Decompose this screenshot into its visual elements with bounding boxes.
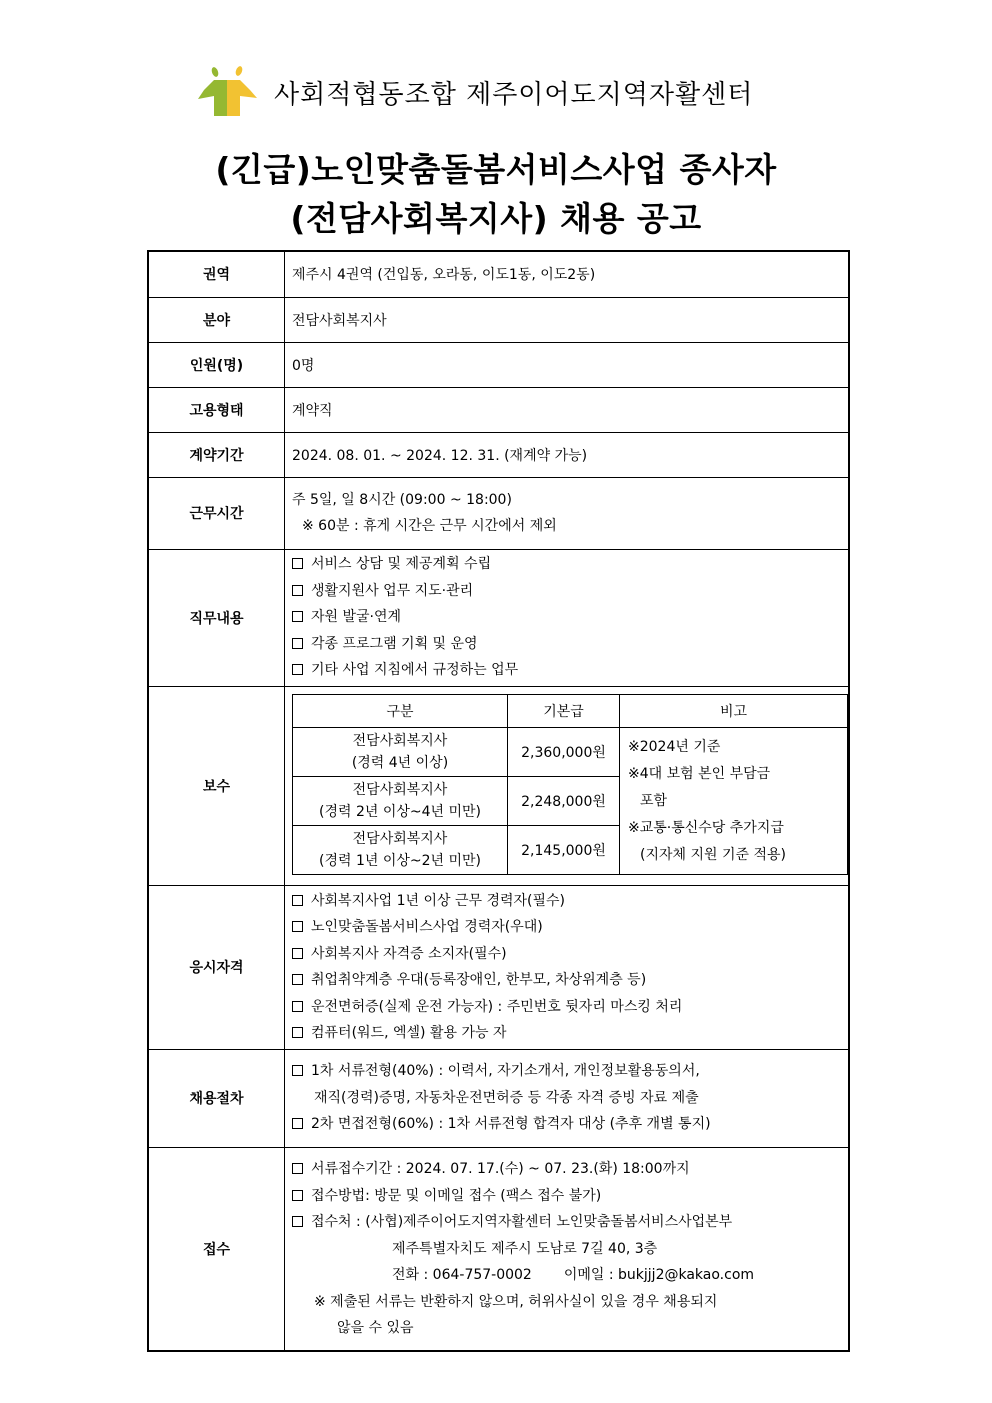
salary-header-row [293, 695, 848, 728]
checkbox-square-icon [292, 1001, 303, 1012]
duty-item: 생활지원사 업무 지도·관리 [292, 578, 841, 605]
duty-item: 자원 발굴·연계 [292, 604, 841, 631]
qualification-item: 취업취약계층 우대(등록장애인, 한부모, 차상위계층 등) [292, 967, 841, 994]
label-employment-type: 고용형태 [148, 387, 285, 432]
process-step-1-continued: 재직(경력)증명, 자동차운전면허증 등 각종 자격 증빙 자료 제출 [314, 1089, 699, 1106]
label-process: 채용절차 [148, 1049, 285, 1147]
label-work-hours: 근무시간 [148, 477, 285, 549]
row-work-hours [148, 477, 849, 549]
checkbox-square-icon [292, 1190, 303, 1201]
application-place: 접수처 : (사협)제주이어도지역자활센터 노인맞춤돌봄서비스사업본부 [292, 1209, 841, 1236]
duty-item: 기타 사업 지침에서 규정하는 업무 [292, 657, 841, 684]
checkbox-square-icon [292, 1027, 303, 1038]
row-salary [148, 686, 849, 885]
value-contract-period: 2024. 08. 01. ~ 2024. 12. 31. (재계약 가능) [285, 432, 850, 477]
application-notice: ※ 제출된 서류는 반환하지 않으며, 허위사실이 있을 경우 채용되지 [314, 1293, 718, 1310]
page-title-line2: (전담사회복지사) 채용 공고 [290, 199, 702, 238]
value-employment-type: 계약직 [285, 387, 850, 432]
duty-item: 서비스 상담 및 제공계획 수립 [292, 551, 841, 578]
application-email[interactable]: 이메일 : bukjjj2@kakao.com [563, 1267, 755, 1283]
salary-category: 전담사회복지사 (경력 2년 이상~4년 미만) [293, 777, 508, 826]
checkbox-square-icon [292, 638, 303, 649]
value-headcount: 0명 [285, 342, 850, 387]
application-period: 서류접수기간 : 2024. 07. 17.(수) ~ 07. 23.(화) 18:00까지 [292, 1156, 841, 1183]
checkbox-square-icon [292, 611, 303, 622]
value-qualifications [285, 885, 850, 1049]
application-address: 제주특별자치도 제주시 도남로 7길 40, 3층 [392, 1240, 658, 1257]
label-salary: 보수 [148, 686, 285, 885]
salary-category: 전담사회복지사 (경력 1년 이상~2년 미만) [293, 826, 508, 875]
process-step-1: 1차 서류전형(40%) : 이력서, 자기소개서, 개인정보활용동의서, [292, 1058, 841, 1085]
qualification-item: 사회복지사업 1년 이상 근무 경력자(필수) [292, 888, 841, 915]
label-qualifications: 응시자격 [148, 885, 285, 1049]
value-duties [285, 549, 850, 686]
value-salary [285, 686, 850, 885]
salary-category: 전담사회복지사 (경력 4년 이상) [293, 728, 508, 777]
checkbox-square-icon [292, 585, 303, 596]
value-region: 제주시 4권역 (건입동, 오라동, 이도1동, 이도2동) [285, 251, 850, 297]
checkbox-square-icon [292, 1163, 303, 1174]
cooperative-logo-icon [194, 66, 260, 118]
row-region [148, 251, 849, 297]
checkbox-square-icon [292, 1216, 303, 1227]
row-process [148, 1049, 849, 1147]
salary-remarks: ※2024년 기준 ※4대 보험 본인 부담금 포함 ※교통·통신수당 추가지급 (지자체 지원 기준 적용) [620, 728, 848, 875]
row-duties [148, 549, 849, 686]
label-duties: 직무내용 [148, 549, 285, 686]
work-hours-note: ※ 60분 : 휴게 시간은 근무 시간에서 제외 [302, 518, 557, 534]
checkbox-square-icon [292, 974, 303, 985]
checkbox-square-icon [292, 558, 303, 569]
job-posting-table [147, 250, 850, 1352]
header [194, 66, 753, 118]
application-phone: 전화 : 064-757-0002 [392, 1267, 532, 1283]
value-work-hours [285, 477, 850, 549]
salary-row [293, 728, 848, 777]
salary-amount: 2,145,000원 [508, 826, 620, 875]
duty-item: 각종 프로그램 기획 및 운영 [292, 631, 841, 658]
checkbox-square-icon [292, 664, 303, 675]
qualification-item: 사회복지사 자격증 소지자(필수) [292, 941, 841, 968]
organization-name: 사회적협동조합 제주이어도지역자활센터 [274, 79, 754, 110]
application-method: 접수방법: 방문 및 이메일 접수 (팩스 접수 불가) [292, 1183, 841, 1210]
page-title-line1: (긴급)노인맞춤돌봄서비스사업 종사자 [215, 150, 777, 189]
salary-amount: 2,360,000원 [508, 728, 620, 777]
salary-table [292, 694, 848, 875]
checkbox-square-icon [292, 895, 303, 906]
checkbox-square-icon [292, 948, 303, 959]
checkbox-square-icon [292, 921, 303, 932]
label-contract-period: 계약기간 [148, 432, 285, 477]
process-step-2: 2차 면접전형(60%) : 1차 서류전형 합격자 대상 (추후 개별 통지) [292, 1111, 841, 1138]
salary-header-base-pay: 기본급 [508, 695, 620, 728]
application-notice-continued: 않을 수 있음 [337, 1320, 414, 1336]
qualification-item: 운전면허증(실제 운전 가능자) : 주민번호 뒷자리 마스킹 처리 [292, 994, 841, 1021]
checkbox-square-icon [292, 1065, 303, 1076]
value-process [285, 1049, 850, 1147]
qualification-item: 노인맞춤돌봄서비스사업 경력자(우대) [292, 914, 841, 941]
row-application [148, 1147, 849, 1351]
row-field [148, 297, 849, 342]
work-hours-line: 주 5일, 일 8시간 (09:00 ~ 18:00) [292, 491, 512, 508]
salary-amount: 2,248,000원 [508, 777, 620, 826]
salary-header-remarks: 비고 [620, 695, 848, 728]
row-qualifications [148, 885, 849, 1049]
row-headcount [148, 342, 849, 387]
label-application: 접수 [148, 1147, 285, 1351]
row-employment-type [148, 387, 849, 432]
value-field: 전담사회복지사 [285, 297, 850, 342]
value-application [285, 1147, 850, 1351]
qualification-item: 컴퓨터(워드, 엑셀) 활용 가능 자 [292, 1020, 841, 1047]
row-contract-period [148, 432, 849, 477]
label-region: 권역 [148, 251, 285, 297]
salary-header-category: 구분 [293, 695, 508, 728]
application-contact [292, 1262, 841, 1289]
label-headcount: 인원(명) [148, 342, 285, 387]
label-field: 분야 [148, 297, 285, 342]
checkbox-square-icon [292, 1118, 303, 1129]
